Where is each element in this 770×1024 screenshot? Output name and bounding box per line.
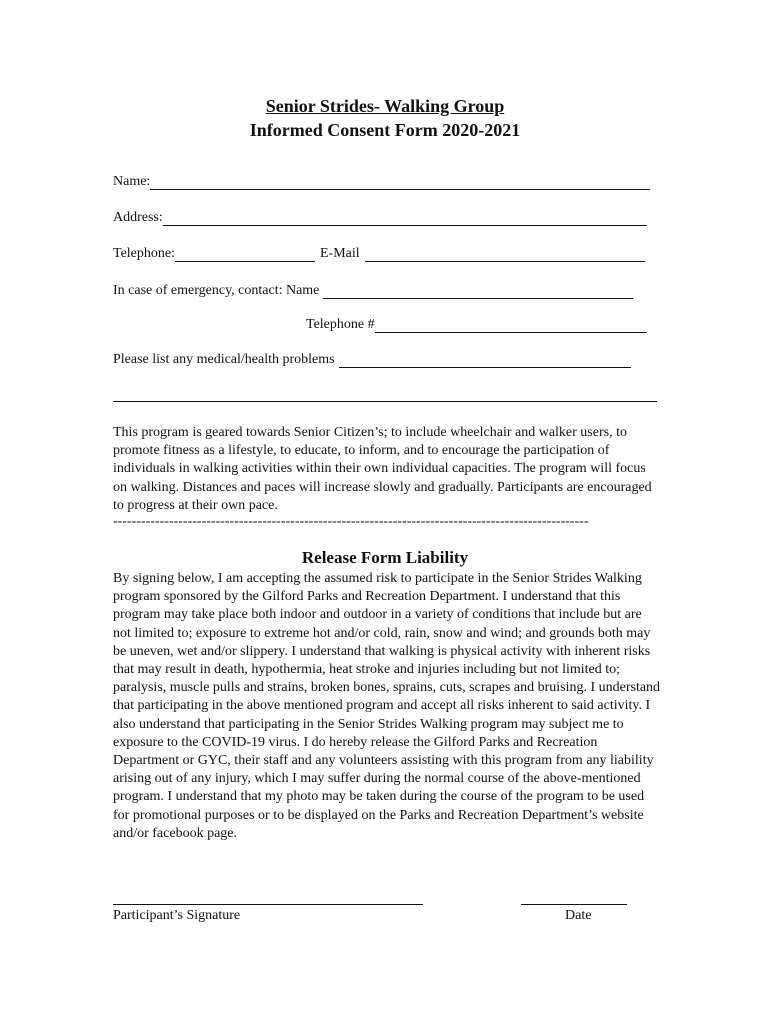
emergency-telephone-row: [306, 317, 647, 333]
email-field[interactable]: [365, 247, 645, 262]
medical-field[interactable]: [339, 353, 631, 368]
date-label: Date: [565, 908, 592, 923]
release-heading: Release Form Liability: [301, 548, 469, 567]
address-field[interactable]: [163, 211, 647, 226]
emergency-telephone-label: Telephone #: [306, 317, 375, 332]
program-description: This program is geared towards Senior Citizen’s; to include wheelchair and walker users, to promote fitness as a lifestyle, to educate, to inform, and to encourage the participation of individuals in walking activities within their own individual capacities. The program will focus on walking. Distances and paces will increase slowly and gradually. Participants are encouraged to progress at their own pace.: [113, 425, 652, 513]
emergency-telephone-field[interactable]: [375, 318, 647, 333]
emergency-contact-label: In case of emergency, contact: Name: [113, 283, 320, 298]
emergency-contact-row: [113, 283, 633, 299]
telephone-email-row: [113, 246, 645, 262]
address-row: [113, 210, 647, 226]
name-label: Name:: [113, 174, 151, 189]
telephone-field[interactable]: [175, 247, 315, 262]
name-row: [113, 174, 650, 190]
date-field[interactable]: [521, 903, 627, 905]
medical-label: Please list any medical/health problems: [113, 352, 335, 367]
participant-signature-field[interactable]: [113, 903, 423, 905]
medical-field-continued[interactable]: [113, 401, 657, 402]
medical-row: [113, 352, 631, 368]
section-separator: ------------------------------------------------------------------------------------------------------: [113, 514, 589, 529]
form-title: Senior Strides- Walking Group: [265, 96, 505, 116]
email-label: E-Mail: [320, 246, 360, 261]
form-subtitle: Informed Consent Form 2020-2021: [249, 120, 521, 140]
participant-signature-label: Participant’s Signature: [113, 908, 241, 923]
telephone-label: Telephone:: [113, 246, 175, 261]
release-text: By signing below, I am accepting the assumed risk to participate in the Senior Strides Walking program sponsored by the Gilford Parks and Recreation Department. I understand that this program may take place both indoor and outdoor in a variety of conditions that include but are not limited to; exposure to extreme hot and/or cold, rain, snow and wind; and grounds both may be uneven, wet and/or slippery. I understand that walking is physical activity with inherent risks that may result in death, hypothermia, heat stroke and injuries including but not limited to; paralysis, muscle pulls and strains, broken bones, sprains, cuts, scrapes and bruising. I understand that participating in the above mentioned program and accept all risks inherent to said activity. I also understand that participating in the Senior Strides Walking program may subject me to exposure to the COVID-19 virus. I do hereby release the Gilford Parks and Recreation Department or GYC, their staff and any volunteers assisting with this program from any liability arising out of any injury, which I may suffer during the normal course of the above-mentioned program. I understand that my photo may be taken during the course of the program to be used for promotional purposes or to be displayed on the Parks and Recreation Department’s website and/or facebook page.: [113, 571, 661, 841]
emergency-name-field[interactable]: [323, 284, 633, 299]
address-label: Address:: [113, 210, 163, 225]
name-field[interactable]: [150, 175, 650, 190]
